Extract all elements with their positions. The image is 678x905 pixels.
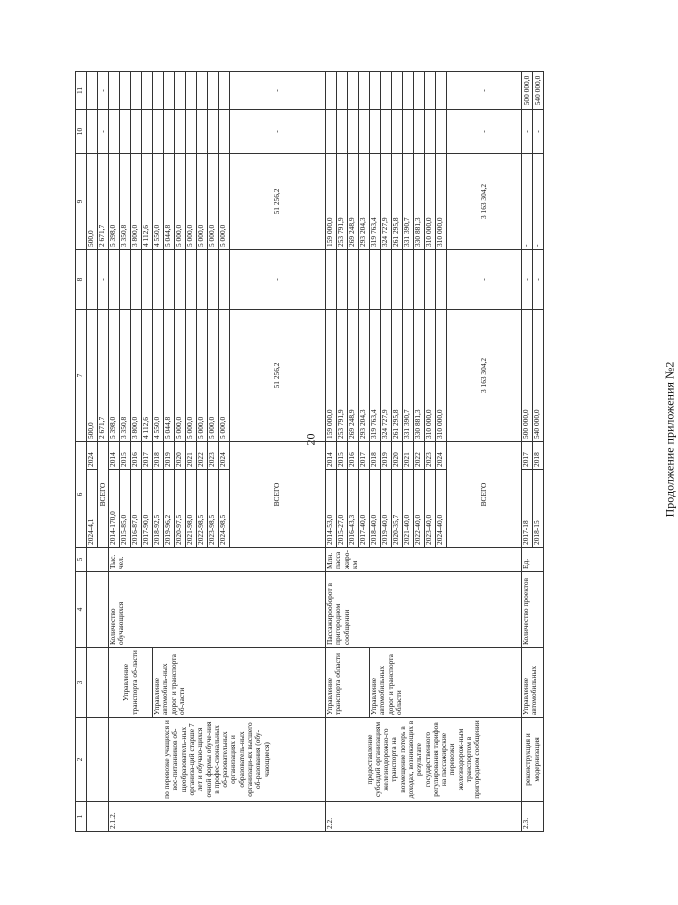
indicator-value-cell: 2021-40,0 <box>403 470 414 548</box>
year-cell: 2021 <box>403 441 414 469</box>
indicator-value-cell: 2016-43,3 <box>348 470 359 548</box>
amount-federal-cell <box>219 249 230 309</box>
indicator-value-cell: 2016-87,0 <box>131 470 142 548</box>
table-cell <box>87 648 109 718</box>
amount-total-cell: 253 791,9 <box>337 309 348 441</box>
year-cell: 2022 <box>197 441 208 469</box>
table-cell <box>87 572 109 648</box>
total-amount-cell: 51 256,2 <box>230 309 326 441</box>
year-cell: 2019 <box>164 441 175 469</box>
amount-regional-cell: 5 398,0 <box>109 153 120 249</box>
amount-local-cell <box>219 109 230 153</box>
amount-local-cell: - <box>533 109 544 153</box>
amount-regional-cell: 310 000,0 <box>425 153 436 249</box>
executor-cell: Управление транспорта об-ласти <box>109 648 153 718</box>
amount-total-cell: 4 112,6 <box>142 309 153 441</box>
amount-federal-cell <box>337 249 348 309</box>
amount-other-cell <box>153 71 164 109</box>
table-cell: - <box>98 249 109 309</box>
amount-local-cell <box>164 109 175 153</box>
indicator-value-cell: 2024-98,5 <box>219 470 230 548</box>
amount-federal-cell <box>197 249 208 309</box>
amount-total-cell: 330 881,3 <box>414 309 425 441</box>
table-cell <box>87 802 109 832</box>
year-cell: 2016 <box>131 441 142 469</box>
amount-federal-cell <box>425 249 436 309</box>
amount-local-cell <box>175 109 186 153</box>
indicator-value-cell: 2021-98,0 <box>186 470 197 548</box>
indicator-value-cell: 2018-40,0 <box>370 470 381 548</box>
total-regional-cell: 51 256,2 <box>230 153 326 249</box>
year-cell: 2019 <box>381 441 392 469</box>
amount-total-cell: 5 398,0 <box>109 309 120 441</box>
total-amount-cell: 3 163 304,2 <box>447 309 522 441</box>
section-name-cell: по перевозке учащихся и вос-питанников об-щеобразователь-ных организа-ций старше 7 лет и обучаю-щихся очной формы обуче-ния в профес-сиональных об-разовательных организациях и образователь-ных организаци-ях высшего об-разования (обу-чающиеся) <box>109 718 326 802</box>
amount-total-cell: 331 390,7 <box>403 309 414 441</box>
year-cell: 2018 <box>533 441 544 469</box>
col-header: 10 <box>76 109 87 153</box>
col-header: 11 <box>76 71 87 109</box>
col-header: 2 <box>76 718 87 802</box>
amount-other-cell <box>403 71 414 109</box>
year-cell: 2024 <box>219 441 230 469</box>
total-label-cell: ВСЕГО <box>98 441 109 547</box>
indicator-value-cell: 2015-27,0 <box>337 470 348 548</box>
indicator-value-cell: 2017-40,0 <box>359 470 370 548</box>
amount-federal-cell <box>392 249 403 309</box>
indicator-value-cell: 2017-18 <box>522 470 533 548</box>
col-header: 7 <box>76 309 87 441</box>
amount-federal-cell <box>131 249 142 309</box>
indicator-value-cell: 2014-53,0 <box>326 470 337 548</box>
amount-total-cell: 310 000,0 <box>425 309 436 441</box>
amount-local-cell <box>131 109 142 153</box>
amount-federal-cell <box>109 249 120 309</box>
amount-local-cell <box>109 109 120 153</box>
total-other-cell: - <box>447 71 522 109</box>
amount-other-cell <box>164 71 175 109</box>
amount-regional-cell: 331 390,7 <box>403 153 414 249</box>
amount-regional-cell: 3 800,0 <box>131 153 142 249</box>
col-header: 4 <box>76 572 87 648</box>
amount-total-cell: 269 248,9 <box>348 309 359 441</box>
executor-cell: Управление транспорта области <box>326 648 370 718</box>
amount-other-cell <box>348 71 359 109</box>
amount-local-cell <box>337 109 348 153</box>
total-amount-cell: 2 671,7 <box>98 309 109 441</box>
year-cell: 2023 <box>425 441 436 469</box>
indicator-value-cell: 2018-92,5 <box>153 470 164 548</box>
table-row <box>370 71 381 831</box>
total-federal-cell: - <box>230 249 326 309</box>
indicator-value-cell: 2024-4,1 <box>87 470 98 548</box>
year-cell: 2024 <box>436 441 447 469</box>
amount-local-cell <box>142 109 153 153</box>
program-table <box>75 72 579 832</box>
table-cell: - <box>98 71 109 109</box>
year-cell: 2014 <box>326 441 337 469</box>
amount-total-cell: 4 550,0 <box>153 309 164 441</box>
indicator-value-cell: 2024-40,0 <box>436 470 447 548</box>
unit-cell: Тыс. чел. <box>109 548 326 572</box>
table-cell: - <box>98 109 109 153</box>
amount-other-cell <box>208 71 219 109</box>
unit-cell: Млн. пасса жиро-км <box>326 548 522 572</box>
amount-local-cell <box>208 109 219 153</box>
amount-local-cell <box>153 109 164 153</box>
table-cell: 500,0 <box>87 153 98 249</box>
amount-regional-cell: 253 791,9 <box>337 153 348 249</box>
amount-federal-cell <box>370 249 381 309</box>
amount-regional-cell: 3 350,8 <box>120 153 131 249</box>
amount-federal-cell <box>403 249 414 309</box>
amount-local-cell <box>359 109 370 153</box>
amount-other-cell <box>337 71 348 109</box>
table-row <box>153 71 164 831</box>
amount-other-cell <box>120 71 131 109</box>
amount-regional-cell: 5 044,8 <box>164 153 175 249</box>
amount-federal-cell <box>142 249 153 309</box>
section-number-cell: 2.1.2. <box>109 802 326 832</box>
indicator-name-cell: Пассажирооборот в пригородном сообщении <box>326 572 522 648</box>
amount-total-cell: 500 000,0 <box>522 309 533 441</box>
amount-local-cell <box>403 109 414 153</box>
amount-local-cell <box>381 109 392 153</box>
amount-federal-cell <box>359 249 370 309</box>
table-row <box>522 71 533 831</box>
indicator-name-cell: Количество проектов <box>522 572 544 648</box>
year-cell: 2015 <box>120 441 131 469</box>
year-cell: 2014 <box>109 441 120 469</box>
amount-other-cell <box>175 71 186 109</box>
amount-regional-cell: 310 000,0 <box>436 153 447 249</box>
col-header: 8 <box>76 249 87 309</box>
indicator-value-cell: 2015-85,0 <box>120 470 131 548</box>
year-cell: 2022 <box>414 441 425 469</box>
amount-other-cell <box>131 71 142 109</box>
year-cell: 2017 <box>522 441 533 469</box>
amount-other-cell <box>392 71 403 109</box>
amount-other-cell: 500 000,0 <box>522 71 533 109</box>
amount-regional-cell: 4 550,0 <box>153 153 164 249</box>
amount-total-cell: 500,0 <box>87 309 98 441</box>
indicator-value-cell: 2022-98,5 <box>197 470 208 548</box>
amount-other-cell <box>359 71 370 109</box>
table-cell <box>87 718 109 802</box>
amount-federal-cell <box>153 249 164 309</box>
amount-federal-cell <box>348 249 359 309</box>
amount-total-cell: 5 000,0 <box>197 309 208 441</box>
amount-federal-cell <box>436 249 447 309</box>
amount-federal-cell <box>208 249 219 309</box>
total-local-cell: - <box>230 109 326 153</box>
amount-total-cell: 261 295,8 <box>392 309 403 441</box>
table-cell <box>87 109 98 153</box>
col-header: 6 <box>76 441 87 547</box>
amount-regional-cell: 293 204,3 <box>359 153 370 249</box>
amount-local-cell <box>414 109 425 153</box>
amount-other-cell <box>197 71 208 109</box>
amount-regional-cell: 319 763,4 <box>370 153 381 249</box>
amount-total-cell: 3 800,0 <box>131 309 142 441</box>
table-row <box>326 71 337 831</box>
col-header: 1 <box>76 802 87 832</box>
amount-local-cell <box>326 109 337 153</box>
amount-other-cell <box>186 71 197 109</box>
executor-cell: Управление автомобильных <box>522 648 544 718</box>
amount-federal-cell <box>186 249 197 309</box>
amount-regional-cell: 261 295,8 <box>392 153 403 249</box>
indicator-value-cell: 2017-90,0 <box>142 470 153 548</box>
amount-regional-cell: 5 000,0 <box>197 153 208 249</box>
amount-federal-cell <box>175 249 186 309</box>
amount-local-cell <box>436 109 447 153</box>
amount-regional-cell: 159 000,0 <box>326 153 337 249</box>
table-row <box>87 71 98 831</box>
amount-regional-cell: 5 000,0 <box>219 153 230 249</box>
caption: Продолжение приложения №2 <box>662 361 677 518</box>
indicator-value-cell: 2023-40,0 <box>425 470 436 548</box>
total-label-cell: ВСЕГО <box>230 441 326 547</box>
unit-cell: Ед. <box>522 548 544 572</box>
year-cell: 2018 <box>370 441 381 469</box>
amount-regional-cell: 4 112,6 <box>142 153 153 249</box>
section-number-cell: 2.3. <box>522 802 544 832</box>
amount-total-cell: 159 000,0 <box>326 309 337 441</box>
amount-federal-cell <box>120 249 131 309</box>
amount-other-cell: 540 000,0 <box>533 71 544 109</box>
year-cell: 2024 <box>87 441 98 469</box>
amount-federal-cell <box>326 249 337 309</box>
column-header-row <box>76 71 87 831</box>
indicator-value-cell: 2019-96,2 <box>164 470 175 548</box>
amount-federal-cell <box>414 249 425 309</box>
amount-other-cell <box>326 71 337 109</box>
indicator-value-cell: 2020-35,7 <box>392 470 403 548</box>
section-number-cell: 2.2. <box>326 802 522 832</box>
amount-local-cell <box>186 109 197 153</box>
amount-total-cell: 5 044,8 <box>164 309 175 441</box>
amount-federal-cell: - <box>522 249 533 309</box>
amount-other-cell <box>425 71 436 109</box>
amount-local-cell <box>425 109 436 153</box>
year-cell: 2020 <box>175 441 186 469</box>
table-cell: 2 671,7 <box>98 153 109 249</box>
table-row <box>109 71 120 831</box>
amount-regional-cell: 324 727,9 <box>381 153 392 249</box>
indicator-value-cell: 2019-40,0 <box>381 470 392 548</box>
executor-cell: Управление автомобильных дорог и транспорта области <box>370 648 522 718</box>
amount-total-cell: 319 763,4 <box>370 309 381 441</box>
year-cell: 2021 <box>186 441 197 469</box>
amount-local-cell <box>120 109 131 153</box>
amount-total-cell: 3 350,8 <box>120 309 131 441</box>
amount-total-cell: 540 000,0 <box>533 309 544 441</box>
indicator-value-cell: 2014-170,0 <box>109 470 120 548</box>
year-cell: 2017 <box>359 441 370 469</box>
amount-regional-cell: - <box>533 153 544 249</box>
indicator-value-cell: 2023-98,5 <box>208 470 219 548</box>
total-regional-cell: 3 163 304,2 <box>447 153 522 249</box>
year-cell: 2015 <box>337 441 348 469</box>
executor-cell: Управление автомобиль-ных дорог и транспорта об-ласти <box>153 648 326 718</box>
amount-federal-cell <box>381 249 392 309</box>
total-federal-cell: - <box>447 249 522 309</box>
total-local-cell: - <box>447 109 522 153</box>
amount-other-cell <box>436 71 447 109</box>
amount-other-cell <box>142 71 153 109</box>
year-cell: 2016 <box>348 441 359 469</box>
amount-regional-cell: 269 248,9 <box>348 153 359 249</box>
table-cell <box>87 548 109 572</box>
amount-regional-cell: 5 000,0 <box>186 153 197 249</box>
col-header: 3 <box>76 648 87 718</box>
amount-federal-cell: - <box>533 249 544 309</box>
amount-other-cell <box>381 71 392 109</box>
amount-other-cell <box>219 71 230 109</box>
section-name-cell: реконструкция и модернизация <box>522 718 544 802</box>
amount-other-cell <box>414 71 425 109</box>
year-cell: 2018 <box>153 441 164 469</box>
year-cell: 2017 <box>142 441 153 469</box>
amount-total-cell: 5 000,0 <box>186 309 197 441</box>
amount-regional-cell: 5 000,0 <box>208 153 219 249</box>
amount-regional-cell: - <box>522 153 533 249</box>
total-other-cell: - <box>230 71 326 109</box>
indicator-value-cell: 2018-15 <box>533 470 544 548</box>
year-cell: 2020 <box>392 441 403 469</box>
amount-total-cell: 5 000,0 <box>219 309 230 441</box>
indicator-name-cell: Количество обучающихся <box>109 572 326 648</box>
amount-total-cell: 5 000,0 <box>175 309 186 441</box>
amount-local-cell <box>392 109 403 153</box>
amount-regional-cell: 330 881,3 <box>414 153 425 249</box>
amount-total-cell: 324 727,9 <box>381 309 392 441</box>
amount-total-cell: 293 204,3 <box>359 309 370 441</box>
amount-other-cell <box>370 71 381 109</box>
amount-total-cell: 5 000,0 <box>208 309 219 441</box>
amount-other-cell <box>109 71 120 109</box>
year-cell: 2023 <box>208 441 219 469</box>
amount-local-cell <box>197 109 208 153</box>
indicator-value-cell: 2022-40,0 <box>414 470 425 548</box>
amount-total-cell: 310 000,0 <box>436 309 447 441</box>
col-header: 9 <box>76 153 87 249</box>
page-number: 20 <box>303 433 318 446</box>
amount-federal-cell <box>164 249 175 309</box>
col-header: 5 <box>76 548 87 572</box>
amount-regional-cell: 5 000,0 <box>175 153 186 249</box>
total-label-cell: ВСЕГО <box>447 441 522 547</box>
section-name-cell: предоставление субсидий организациям железнодорожно-го транспорта на возмещение потерь в доходах, возникающих в результате государственного регулирования тарифов на пассажирские перевозки железнодорож-ным транспортом в пригородном сообщении <box>326 718 522 802</box>
indicator-value-cell: 2020-97,5 <box>175 470 186 548</box>
table-cell <box>87 249 98 309</box>
amount-local-cell <box>348 109 359 153</box>
table-cell <box>87 71 98 109</box>
amount-local-cell: - <box>522 109 533 153</box>
amount-local-cell <box>370 109 381 153</box>
